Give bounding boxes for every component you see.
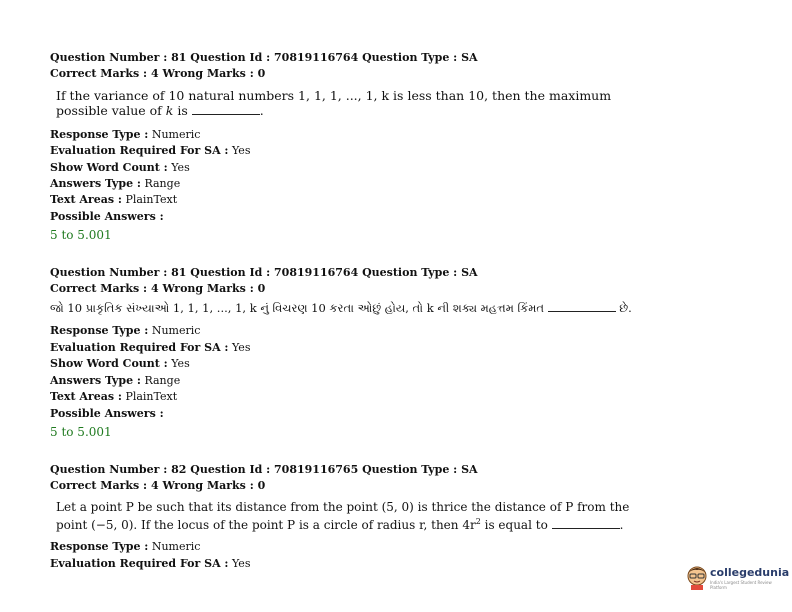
mascot-icon (686, 564, 708, 590)
question-header: Question Number : 81 Question Id : 70819116764 Question Type : SA (50, 51, 478, 64)
marks-line: Correct Marks : 4 Wrong Marks : 0 (50, 479, 266, 492)
marks-line: Correct Marks : 4 Wrong Marks : 0 (50, 67, 266, 80)
answers-type: Answers Type : Range (50, 374, 181, 387)
show-word-count: Show Word Count : Yes (50, 357, 190, 370)
evaluation-required: Evaluation Required For SA : Yes (50, 557, 251, 570)
question-text-line-1: If the variance of 10 natural numbers 1, 1, 1, ..., 1, k is less than 10, then the maximum (56, 88, 612, 103)
show-word-count: Show Word Count : Yes (50, 161, 190, 174)
response-type: Response Type : Numeric (50, 128, 201, 141)
answers-type: Answers Type : Range (50, 177, 181, 190)
evaluation-required: Evaluation Required For SA : Yes (50, 144, 251, 157)
evaluation-required: Evaluation Required For SA : Yes (50, 341, 251, 354)
answer-blank (192, 105, 260, 115)
logo-name: collegedunia (710, 566, 790, 579)
text-areas: Text Areas : PlainText (50, 390, 178, 403)
question-header: Question Number : 81 Question Id : 70819116764 Question Type : SA (50, 266, 478, 279)
answer-blank (548, 302, 616, 312)
question-text-line-1: Let a point P be such that its distance from the point (5, 0) is thrice the distance of P from the (56, 500, 630, 514)
logo-tagline: India's Largest Student Review Platform (710, 580, 772, 590)
response-type: Response Type : Numeric (50, 540, 201, 553)
possible-answers-label: Possible Answers : (50, 210, 164, 223)
response-type: Response Type : Numeric (50, 324, 201, 337)
marks-line: Correct Marks : 4 Wrong Marks : 0 (50, 282, 266, 295)
possible-answers-label: Possible Answers : (50, 407, 164, 420)
collegedunia-logo (686, 562, 790, 592)
text-areas: Text Areas : PlainText (50, 193, 178, 206)
question-header: Question Number : 82 Question Id : 70819116765 Question Type : SA (50, 463, 478, 476)
possible-answer-value: 5 to 5.001 (50, 425, 112, 439)
question-text-gujarati: જો 10 પ્રાકૃતિક સંખ્યાઓ 1, 1, 1, ..., 1, k નું વિચરણ 10 કરતા ઓછું હોય, તો k ની શક્ય મહત્તમ કિંમત છે. (50, 301, 632, 315)
question-text-line-2: possible value of k is . (56, 103, 264, 118)
possible-answer-value: 5 to 5.001 (50, 228, 112, 242)
question-text-line-2: point (−5, 0). If the locus of the point P is a circle of radius r, then $4r^2$ is equal to . (56, 517, 624, 532)
answer-blank (552, 519, 620, 529)
